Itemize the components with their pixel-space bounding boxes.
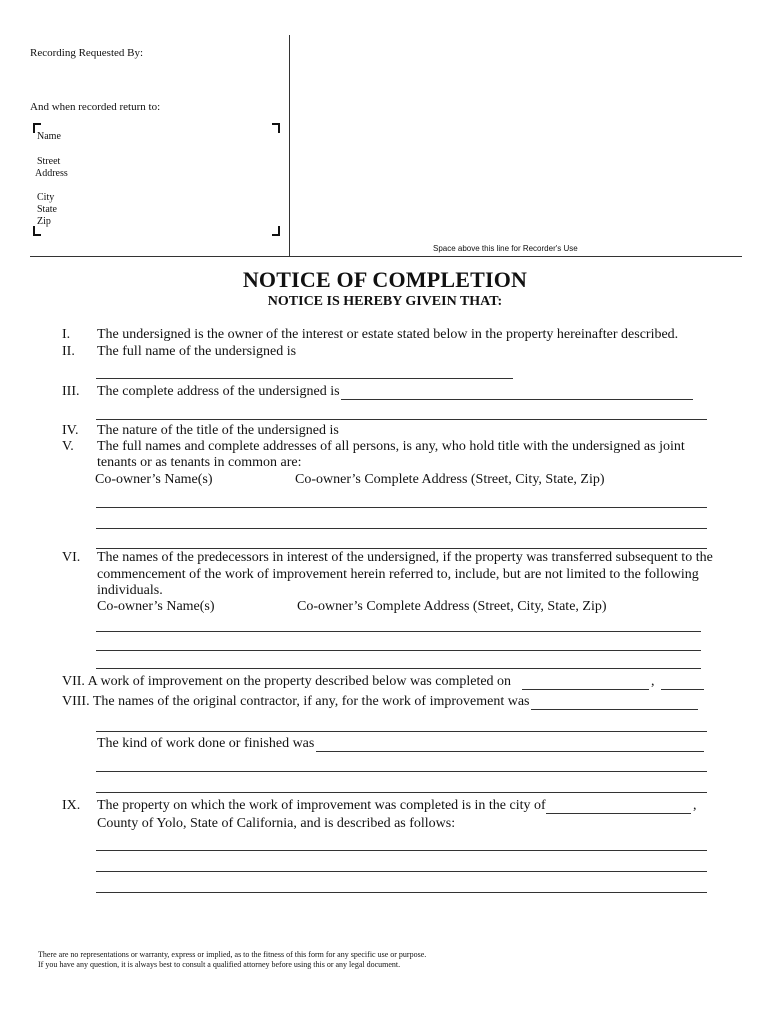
item-i-text: The undersigned is the owner of the interest or estate stated below in the property hereinafter described. [97,327,679,342]
co-owner-address-header: Co-owner’s Complete Address (Street, City, State, Zip) [295,472,605,487]
item-vi-number: VI. [62,550,81,565]
property-city-comma: , [693,798,697,813]
street-field-label: Street [37,156,61,167]
recorder-divider-line [30,256,742,257]
return-to-label: And when recorded return to: [30,101,161,113]
address-box-corner-tr [272,123,280,133]
name-field-label: Name [37,131,61,142]
zip-field-label: Zip [37,216,51,227]
state-field-label: State [37,204,57,215]
item-vi-text-line-3: individuals. [97,583,163,598]
predecessor-field-1[interactable] [96,631,701,632]
kind-of-work-text: The kind of work done or finished was [97,736,315,751]
item-ix-number: IX. [62,798,81,813]
footer-disclaimer-line-2: If you have any question, it is always best to consult a qualified attorney before using this or any legal document. [38,960,401,969]
kind-of-work-field-2[interactable] [96,771,707,772]
property-city-field[interactable] [546,813,691,814]
property-description-field-1[interactable] [96,850,707,851]
document-title: NOTICE OF COMPLETION [242,267,528,292]
item-ii-number: II. [62,344,75,359]
item-iii-number: III. [62,384,80,399]
item-iii-text: The complete address of the undersigned is [97,384,340,399]
item-ix-text-line-1: The property on which the work of improvement was completed is in the city of [97,798,546,813]
item-vi-text-line-1: The names of the predecessors in interest of the undersigned, if the property was transferred subsequent to the [97,550,713,565]
item-v-text-line-2: tenants or as tenants in common are: [97,455,302,470]
property-description-field-3[interactable] [96,892,707,893]
footer-disclaimer-line-1: There are no representations or warranty, express or implied, as to the fitness of this form for any specific use or purpose. [38,950,427,959]
predecessor-address-header: Co-owner’s Complete Address (Street, City, State, Zip) [297,599,607,614]
recorder-use-note: Space above this line for Recorder's Use [433,244,578,253]
address-field-label: Address [35,168,68,179]
item-vi-text-line-2: commencement of the work of improvement herein referred to, include, but are not limited to the following [97,567,699,582]
item-iv-text: The nature of the title of the undersigned is [97,423,339,438]
co-owner-field-1[interactable] [96,507,707,508]
contractor-field[interactable] [531,709,698,710]
owner-address-field-continued[interactable] [96,419,707,420]
document-subtitle: NOTICE IS HEREBY GIVEIN THAT: [267,294,503,309]
completion-year-field[interactable] [661,689,704,690]
kind-of-work-field[interactable] [316,751,704,752]
co-owner-field-2[interactable] [96,528,707,529]
city-field-label: City [37,192,55,203]
item-v-number: V. [62,439,74,454]
completion-date-field[interactable] [522,689,649,690]
item-vii-text: VII. A work of improvement on the property described below was completed on [62,674,512,689]
kind-of-work-field-3[interactable] [96,792,707,793]
item-ix-text-line-2: County of Yolo, State of California, and is described as follows: [97,816,456,831]
completion-date-comma: , [651,674,655,689]
item-i-number: I. [62,327,71,342]
header-vertical-divider [289,35,290,256]
owner-address-field[interactable] [341,399,693,400]
predecessor-field-3[interactable] [96,668,701,669]
predecessor-field-2[interactable] [96,650,701,651]
contractor-field-continued[interactable] [96,731,707,732]
predecessor-name-header: Co-owner’s Name(s) [97,599,215,614]
recording-requested-by-label: Recording Requested By: [30,47,144,59]
address-box-corner-bl [33,226,41,236]
co-owner-field-3[interactable] [96,548,707,549]
item-viii-text: VIII. The names of the original contractor, if any, for the work of improvement was [62,694,530,709]
co-owner-name-header: Co-owner’s Name(s) [95,472,213,487]
address-box-corner-br [272,226,280,236]
property-description-field-2[interactable] [96,871,707,872]
item-ii-text: The full name of the undersigned is [97,344,297,359]
owner-name-field[interactable] [96,378,513,379]
item-iv-number: IV. [62,423,79,438]
item-v-text-line-1: The full names and complete addresses of all persons, is any, who hold title with the undersigned as joint [97,439,685,454]
